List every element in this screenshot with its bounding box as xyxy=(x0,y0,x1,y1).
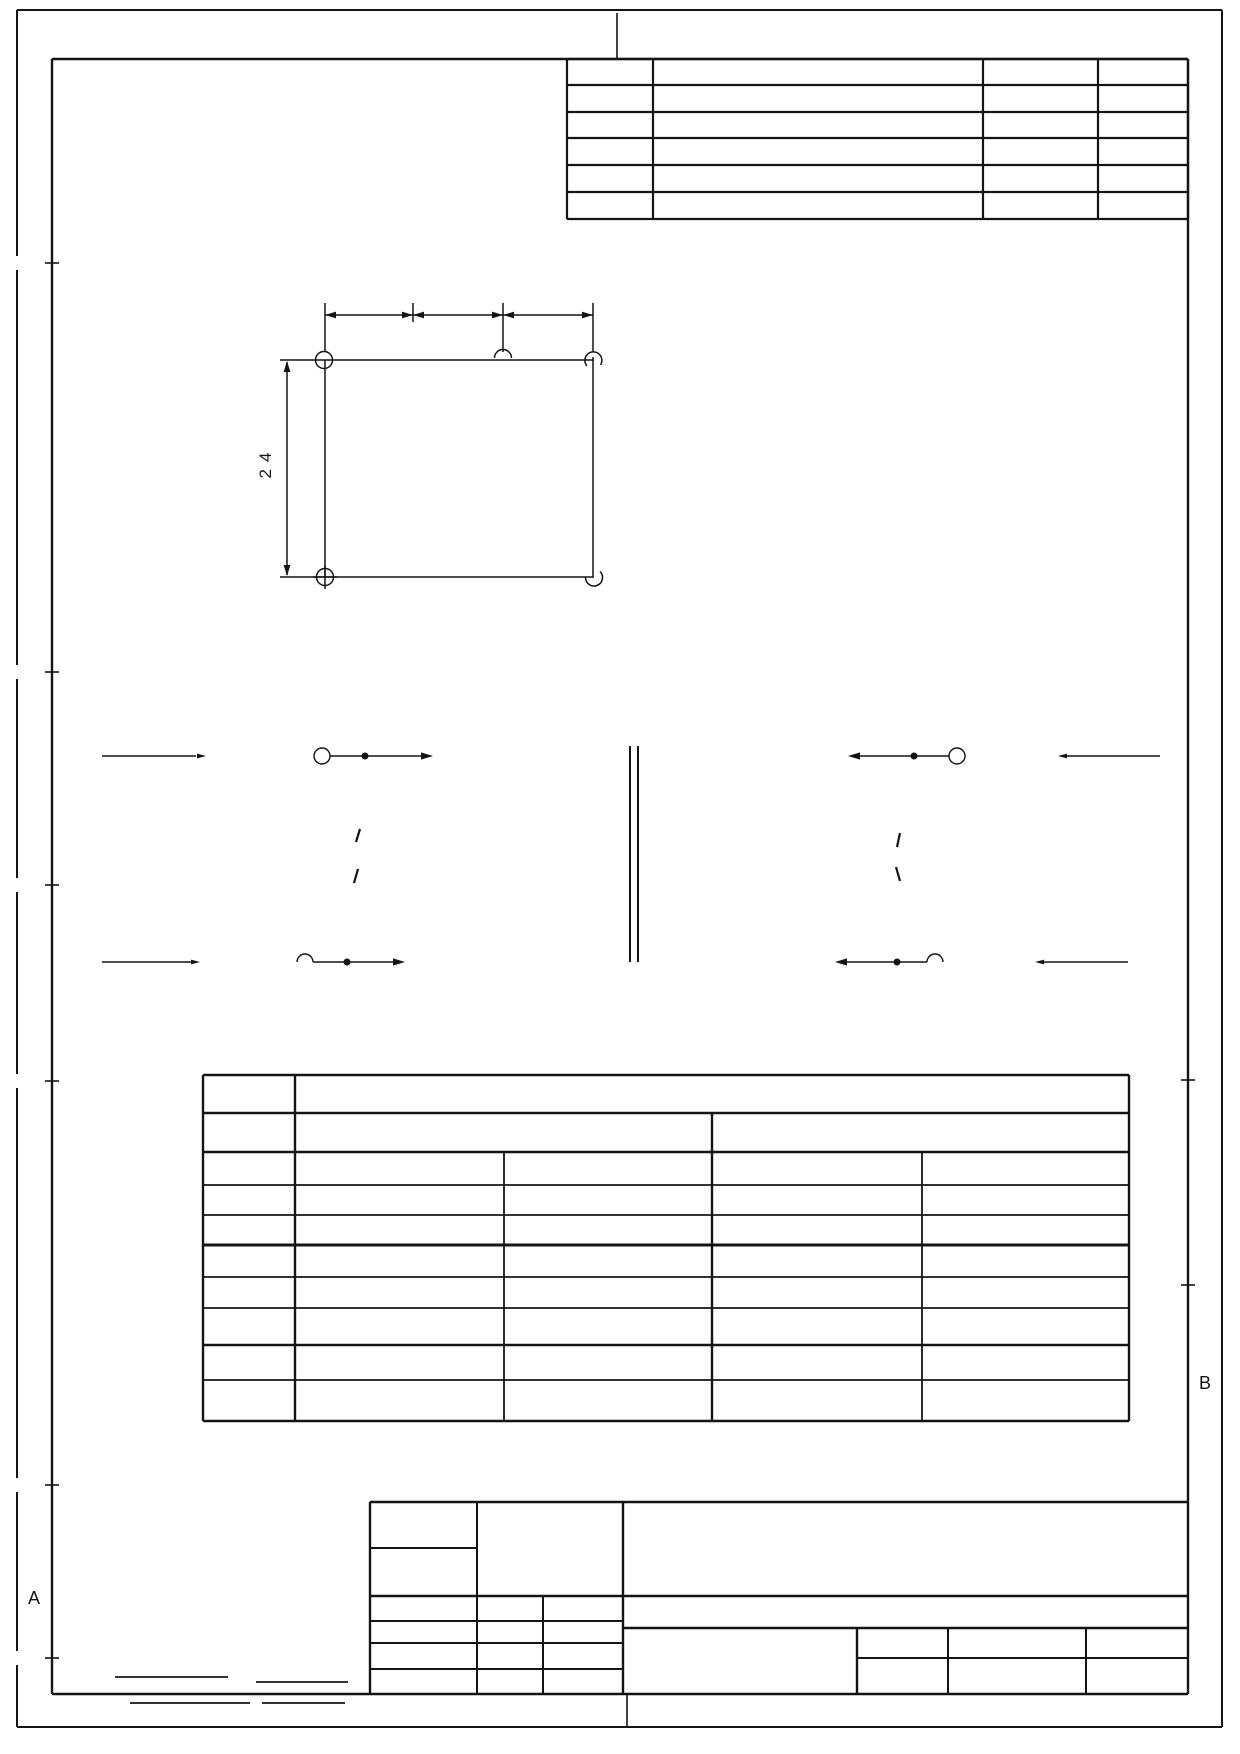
dimension-label: 24 xyxy=(256,445,275,479)
outer-border xyxy=(17,10,1222,1727)
signature-dashes xyxy=(115,1677,348,1703)
title-block xyxy=(370,1502,1188,1694)
dimension-drawing xyxy=(280,303,602,589)
terminal-arc-left xyxy=(297,954,313,962)
zone-label-b: B xyxy=(1198,1373,1212,1393)
dimension-arrowheads xyxy=(284,312,593,576)
terminal-arc-right xyxy=(927,954,943,962)
inner-border xyxy=(52,59,1188,1694)
parts-table xyxy=(203,1075,1129,1421)
zone-label-a: A xyxy=(27,1588,41,1608)
revision-table xyxy=(567,59,1188,219)
hole-arc-bottom-right xyxy=(585,572,602,587)
cable-drawing xyxy=(102,746,1160,962)
border-zone-ticks xyxy=(45,13,1195,1727)
